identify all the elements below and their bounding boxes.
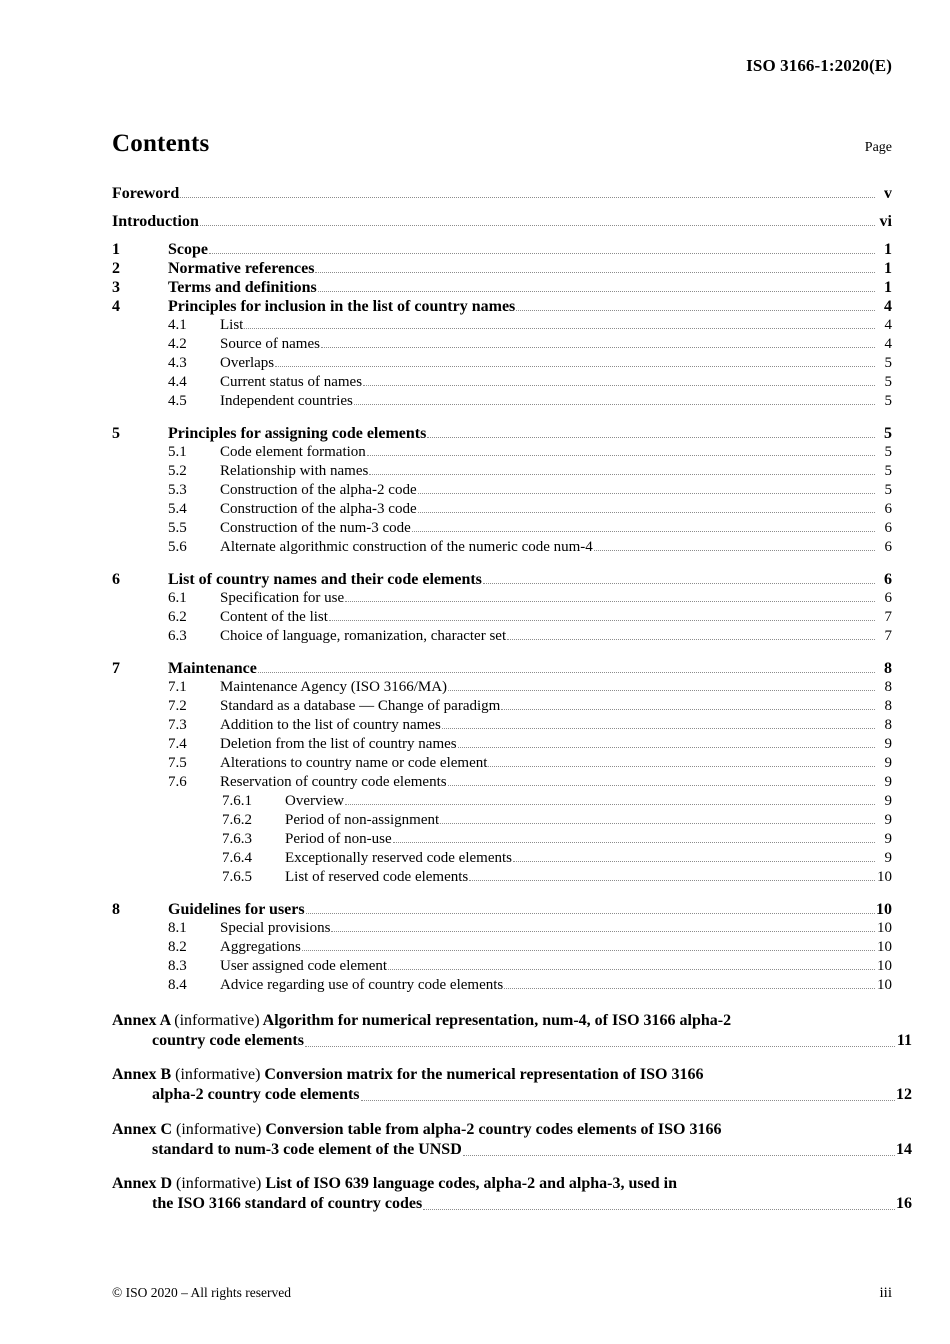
toc-entry-clause-5.2[interactable] xyxy=(112,464,892,483)
toc-entry-number: 5.6 xyxy=(168,539,187,555)
toc-entry-page: 8 xyxy=(884,679,892,695)
toc-entry-number: 4.5 xyxy=(168,393,187,409)
annex-label: Annex B xyxy=(112,1066,172,1084)
toc-entry-clause-8.2[interactable] xyxy=(112,940,892,959)
toc-entry-title: User assigned code element xyxy=(220,958,388,974)
toc-entry-page: 10 xyxy=(877,977,892,993)
toc-entry-title: Advice regarding use of country code elements xyxy=(220,977,504,993)
dot-leader xyxy=(345,794,875,809)
toc-entry-page: 10 xyxy=(876,901,892,918)
toc-entry-number: 6.2 xyxy=(168,609,187,625)
toc-entry-title: Overlaps xyxy=(220,355,275,371)
toc-entry-title: Independent countries xyxy=(220,393,353,409)
toc-entry-clause-7.6.5[interactable] xyxy=(112,870,892,889)
toc-entry-title: Maintenance Agency (ISO 3166/MA) xyxy=(220,679,448,695)
toc-entry-frontmatter[interactable] xyxy=(112,186,892,214)
dot-leader xyxy=(483,572,875,588)
toc-entry-title: List xyxy=(220,317,244,333)
dot-leader xyxy=(513,851,875,866)
toc-entry-title: Addition to the list of country names xyxy=(220,717,441,733)
toc-entry-number: 8.4 xyxy=(168,977,187,993)
toc-entry-title: Construction of the alpha-3 code xyxy=(220,501,417,517)
toc-entry-title: Standard as a database — Change of paradigm xyxy=(220,698,501,714)
dot-leader xyxy=(393,832,875,847)
dot-leader xyxy=(345,591,875,606)
toc-entry-number: 8.3 xyxy=(168,958,187,974)
toc-entry-page: 5 xyxy=(884,374,892,390)
toc-entry-page: 5 xyxy=(884,482,892,498)
toc-entry-title: Exceptionally reserved code elements xyxy=(285,850,512,866)
toc-entry-page: 9 xyxy=(884,793,892,809)
toc-entry-title: Introduction xyxy=(112,213,199,230)
toc-entry-number: 5.5 xyxy=(168,520,187,536)
dot-leader xyxy=(458,737,875,752)
toc-entry-page: 4 xyxy=(884,317,892,333)
toc-entry-page: 1 xyxy=(884,260,892,277)
annex-informative-tag: (informative) xyxy=(176,1120,262,1138)
toc-entry-page: 4 xyxy=(884,298,892,315)
toc-entry-clause-1[interactable] xyxy=(112,242,892,261)
dot-leader xyxy=(329,610,875,625)
dot-leader xyxy=(209,242,875,258)
toc-entry-page: 4 xyxy=(884,336,892,352)
page-footer xyxy=(112,1285,892,1302)
toc-entry-number: 7.2 xyxy=(168,698,187,714)
dot-leader xyxy=(418,483,875,498)
toc-entry-number: 5.1 xyxy=(168,444,187,460)
toc-entry-clause-3[interactable] xyxy=(112,280,892,299)
annex-label: Annex A xyxy=(112,1012,171,1029)
toc-entry-page: 5 xyxy=(884,355,892,371)
toc-entry-number: 8.1 xyxy=(168,920,187,936)
toc-entry-clause-5.3[interactable] xyxy=(112,483,892,502)
annex-title-line1: Algorithm for numerical representation, num-4, of ISO 3166 alpha-2 xyxy=(262,1012,732,1029)
toc-entry-page: 5 xyxy=(884,425,892,442)
toc-entry-clause-7.2[interactable] xyxy=(112,699,892,718)
toc-entry-title: Principles for assigning code elements xyxy=(168,425,427,442)
toc-entry-title: Principles for inclusion in the list of country names xyxy=(168,298,516,315)
annex-heading-line2 xyxy=(152,1085,912,1105)
toc-entry-clause-6.3[interactable] xyxy=(112,629,892,648)
page-title: Contents xyxy=(112,130,210,157)
toc-entry-clause-5[interactable] xyxy=(112,413,892,445)
toc-entry-annex-d[interactable] xyxy=(112,1160,912,1214)
toc-entry-clause-7.5[interactable] xyxy=(112,756,892,775)
toc-entry-title: Relationship with names xyxy=(220,463,369,479)
toc-entry-title: Construction of the num-3 code xyxy=(220,520,411,536)
toc-entry-number: 2 xyxy=(112,260,120,277)
toc-entry-title: Deletion from the list of country names xyxy=(220,736,457,752)
toc-entry-number: 8.2 xyxy=(168,939,187,955)
toc-entry-page: 8 xyxy=(884,698,892,714)
toc-entry-page: 14 xyxy=(896,1140,912,1158)
toc-entry-page: 6 xyxy=(884,590,892,606)
contents-title-row xyxy=(112,130,892,158)
annex-title-line2: alpha-2 country code elements xyxy=(152,1086,360,1104)
toc-entry-title: Period of non-assignment xyxy=(285,812,440,828)
dot-leader xyxy=(354,394,875,409)
page-column-label: Page xyxy=(864,140,892,155)
toc-entry-number: 4.1 xyxy=(168,317,187,333)
toc-entry-title: Terms and definitions xyxy=(168,279,317,296)
dot-leader xyxy=(305,1035,895,1051)
dot-leader xyxy=(440,813,875,828)
dot-leader xyxy=(594,540,875,555)
toc-entry-number: 6.3 xyxy=(168,628,187,644)
toc-entry-clause-6.1[interactable] xyxy=(112,591,892,610)
dot-leader xyxy=(258,661,875,677)
toc-entry-page: 11 xyxy=(896,1032,912,1050)
toc-entry-title: Code element formation xyxy=(220,444,366,460)
toc-entry-page: 8 xyxy=(884,717,892,733)
toc-entry-title: Source of names xyxy=(220,336,320,352)
dot-leader xyxy=(418,502,875,517)
dot-leader xyxy=(448,680,875,695)
annex-informative-tag: (informative) xyxy=(175,1066,261,1084)
toc-entry-title: Scope xyxy=(168,241,208,258)
toc-entry-clause-4.5[interactable] xyxy=(112,394,892,413)
dot-leader xyxy=(469,870,875,885)
toc-entry-clause-2[interactable] xyxy=(112,261,892,280)
toc-entry-number: 6 xyxy=(112,571,120,588)
toc-entry-page: 6 xyxy=(884,520,892,536)
toc-entry-title: Reservation of country code elements xyxy=(220,774,447,790)
annex-title-line1: Conversion table from alpha-2 country codes elements of ISO 3166 xyxy=(265,1120,722,1138)
toc-entry-page: 7 xyxy=(884,628,892,644)
toc-entry-number: 6.1 xyxy=(168,590,187,606)
toc-entry-clause-6.2[interactable] xyxy=(112,610,892,629)
toc-entry-title: Alternate algorithmic construction of the numeric code num-4 xyxy=(220,539,593,555)
toc-entry-title: Foreword xyxy=(112,185,180,202)
dot-leader xyxy=(275,356,875,371)
toc-entry-number: 4 xyxy=(112,298,120,315)
dot-leader xyxy=(321,337,875,352)
toc-entry-clause-5.1[interactable] xyxy=(112,445,892,464)
dot-leader xyxy=(367,445,875,460)
toc-entry-clause-7.6.3[interactable] xyxy=(112,832,892,851)
annex-label: Annex D xyxy=(112,1174,173,1192)
toc-entry-clause-8.4[interactable] xyxy=(112,978,892,997)
toc-entry-page: v xyxy=(884,185,892,202)
toc-entry-page: 5 xyxy=(884,393,892,409)
toc-entry-clause-7.1[interactable] xyxy=(112,680,892,699)
toc-entry-page: 12 xyxy=(896,1086,912,1104)
toc-entry-number: 7.3 xyxy=(168,717,187,733)
standard-reference: ISO 3166-1:2020(E) xyxy=(746,56,892,75)
toc-entry-clause-5.6[interactable] xyxy=(112,540,892,559)
toc-entry-number: 4.4 xyxy=(168,374,187,390)
toc-entry-clause-6[interactable] xyxy=(112,559,892,591)
toc-entry-title: Overview xyxy=(285,793,345,809)
annex-heading-line1 xyxy=(112,1012,731,1029)
toc-entry-page: 1 xyxy=(884,241,892,258)
toc-entry-number: 8 xyxy=(112,901,120,918)
dot-leader xyxy=(331,921,875,936)
annex-label: Annex C xyxy=(112,1120,173,1138)
toc-entry-number: 7.5 xyxy=(168,755,187,771)
annex-title-line2: country code elements xyxy=(152,1032,304,1050)
toc-entry-clause-8.1[interactable] xyxy=(112,921,892,940)
dot-leader xyxy=(448,775,875,790)
dot-leader xyxy=(302,940,875,955)
annex-heading-line2 xyxy=(152,1031,912,1051)
toc-entry-page: 16 xyxy=(896,1195,912,1213)
toc-entry-number: 7.6.4 xyxy=(222,850,252,866)
toc-entry-page: 9 xyxy=(884,736,892,752)
toc-entry-page: 9 xyxy=(884,850,892,866)
toc-entry-page: 10 xyxy=(877,869,892,885)
toc-entry-clause-4[interactable] xyxy=(112,299,892,318)
dot-leader xyxy=(423,1198,895,1214)
toc-entry-title: Construction of the alpha-2 code xyxy=(220,482,417,498)
toc-entry-annex-b[interactable] xyxy=(112,1051,912,1105)
table-of-contents xyxy=(112,185,912,1214)
toc-entry-title: Content of the list xyxy=(220,609,328,625)
toc-entry-page: 6 xyxy=(884,501,892,517)
toc-entry-page: 10 xyxy=(877,958,892,974)
toc-entry-page: 8 xyxy=(884,660,892,677)
toc-entry-clause-4.4[interactable] xyxy=(112,375,892,394)
toc-entry-number: 1 xyxy=(112,241,120,258)
dot-leader xyxy=(318,280,875,296)
toc-entry-title: Normative references xyxy=(168,260,315,277)
toc-entry-title: Period of non-use xyxy=(285,831,392,847)
toc-entry-title: Maintenance xyxy=(168,660,257,677)
toc-entry-clause-4.1[interactable] xyxy=(112,318,892,337)
toc-entry-clause-7[interactable] xyxy=(112,648,892,680)
toc-entry-clause-5.4[interactable] xyxy=(112,502,892,521)
annex-heading-line1 xyxy=(112,1175,677,1192)
annex-informative-tag: (informative) xyxy=(176,1174,262,1192)
annex-heading-line2 xyxy=(152,1194,912,1214)
toc-entry-clause-7.6[interactable] xyxy=(112,775,892,794)
toc-entry-page: vi xyxy=(879,213,892,230)
toc-entry-page: 9 xyxy=(884,755,892,771)
toc-entry-page: 6 xyxy=(884,539,892,555)
toc-entry-number: 5 xyxy=(112,425,120,442)
toc-entry-clause-4.3[interactable] xyxy=(112,356,892,375)
toc-entry-title: Specification for use xyxy=(220,590,345,606)
annex-title-line2: standard to num-3 code element of the UNSD xyxy=(152,1140,462,1158)
toc-entry-number: 7 xyxy=(112,660,120,677)
toc-entry-number: 3 xyxy=(112,279,120,296)
toc-entry-number: 7.1 xyxy=(168,679,187,695)
dot-leader xyxy=(306,902,875,918)
toc-entry-number: 7.4 xyxy=(168,736,187,752)
dot-leader xyxy=(427,426,875,442)
dot-leader xyxy=(442,718,875,733)
toc-entry-page: 9 xyxy=(884,831,892,847)
toc-entry-page: 1 xyxy=(884,279,892,296)
toc-entry-number: 4.2 xyxy=(168,336,187,352)
toc-entry-clause-8[interactable] xyxy=(112,889,892,921)
toc-entry-page: 10 xyxy=(877,920,892,936)
toc-entry-page: 5 xyxy=(884,444,892,460)
toc-entry-page: 5 xyxy=(884,463,892,479)
annex-informative-tag: (informative) xyxy=(174,1012,260,1029)
dot-leader xyxy=(369,464,875,479)
dot-leader xyxy=(516,299,875,315)
toc-entry-clause-7.4[interactable] xyxy=(112,737,892,756)
annex-title-line1: List of ISO 639 language codes, alpha-2 and alpha-3, used in xyxy=(265,1174,677,1192)
toc-entry-page: 10 xyxy=(877,939,892,955)
toc-entry-page: 9 xyxy=(884,774,892,790)
dot-leader xyxy=(388,959,875,974)
running-header xyxy=(112,56,892,76)
toc-entry-clause-7.6.4[interactable] xyxy=(112,851,892,870)
toc-entry-number: 4.3 xyxy=(168,355,187,371)
dot-leader xyxy=(361,1090,895,1106)
toc-entry-page: 9 xyxy=(884,812,892,828)
toc-entry-page: 7 xyxy=(884,609,892,625)
footer-page-number: iii xyxy=(879,1285,892,1301)
dot-leader xyxy=(501,699,875,714)
toc-entry-title: Choice of language, romanization, character set xyxy=(220,628,507,644)
toc-entry-number: 7.6 xyxy=(168,774,187,790)
dot-leader xyxy=(412,521,875,536)
toc-entry-title: Alterations to country name or code element xyxy=(220,755,488,771)
dot-leader xyxy=(488,756,875,771)
toc-entry-number: 7.6.2 xyxy=(222,812,252,828)
dot-leader xyxy=(363,375,875,390)
dot-leader xyxy=(463,1144,895,1160)
toc-entry-title: Special provisions xyxy=(220,920,331,936)
dot-leader xyxy=(504,978,875,993)
toc-entry-number: 5.3 xyxy=(168,482,187,498)
toc-entry-clause-4.2[interactable] xyxy=(112,337,892,356)
annex-heading-line1 xyxy=(112,1066,704,1083)
toc-entry-number: 5.4 xyxy=(168,501,187,517)
toc-entry-annex-c[interactable] xyxy=(112,1106,912,1160)
copyright-notice: © ISO 2020 – All rights reserved xyxy=(112,1285,291,1300)
toc-entry-title: List of country names and their code elements xyxy=(168,571,482,588)
annex-title-line1: Conversion matrix for the numerical representation of ISO 3166 xyxy=(264,1066,704,1084)
annex-heading-line2 xyxy=(152,1140,912,1160)
dot-leader xyxy=(180,186,875,202)
toc-entry-clause-7.6.2[interactable] xyxy=(112,813,892,832)
toc-entry-title: Aggregations xyxy=(220,939,301,955)
toc-entry-clause-7.6.1[interactable] xyxy=(112,794,892,813)
toc-entry-number: 7.6.5 xyxy=(222,869,252,885)
toc-entry-page: 6 xyxy=(884,571,892,588)
toc-entry-title: List of reserved code elements xyxy=(285,869,469,885)
dot-leader xyxy=(507,629,875,644)
toc-entry-number: 5.2 xyxy=(168,463,187,479)
dot-leader xyxy=(244,318,875,333)
toc-entry-clause-8.3[interactable] xyxy=(112,959,892,978)
toc-entry-clause-5.5[interactable] xyxy=(112,521,892,540)
annex-heading-line1 xyxy=(112,1121,721,1138)
toc-entry-number: 7.6.3 xyxy=(222,831,252,847)
dot-leader xyxy=(200,214,875,230)
toc-entry-clause-7.3[interactable] xyxy=(112,718,892,737)
toc-entry-title: Guidelines for users xyxy=(168,901,305,918)
dot-leader xyxy=(315,261,875,277)
toc-entry-frontmatter[interactable] xyxy=(112,214,892,242)
toc-entry-number: 7.6.1 xyxy=(222,793,252,809)
toc-entry-annex-a[interactable] xyxy=(112,997,912,1051)
toc-entry-title: Current status of names xyxy=(220,374,363,390)
annex-title-line2: the ISO 3166 standard of country codes xyxy=(152,1195,423,1213)
